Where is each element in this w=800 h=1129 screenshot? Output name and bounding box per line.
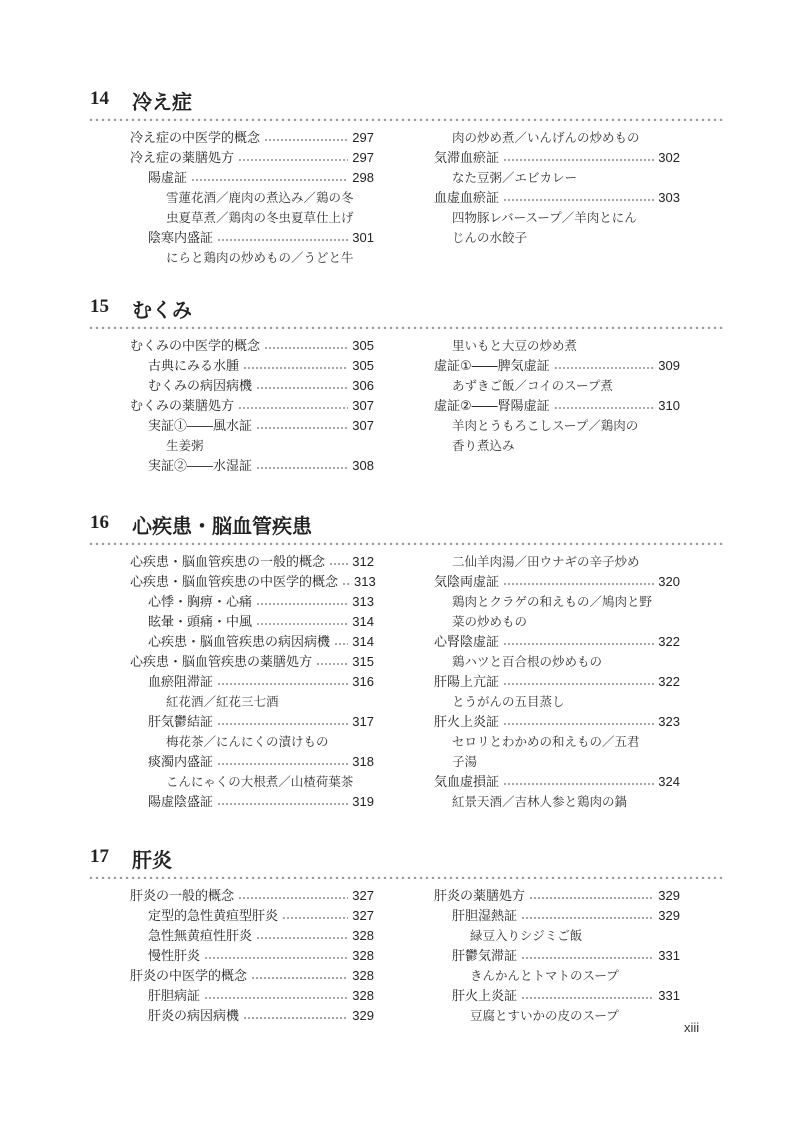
entry-page: 315: [352, 654, 374, 669]
entry-page: 306: [352, 378, 374, 393]
entry-title: 気血虚損証: [434, 775, 500, 790]
entry-page: 329: [658, 908, 680, 923]
toc-entry[interactable]: [130, 168, 374, 188]
entry-title: むくみの病因病機: [148, 379, 253, 394]
toc-section: [88, 846, 724, 1024]
entry-title: 古典にみる水腫: [148, 359, 240, 374]
toc-entry[interactable]: [130, 148, 374, 168]
toc-section: [88, 296, 724, 474]
entry-title: 冷え症の薬膳処方: [130, 151, 235, 166]
recipe-line: 四物豚レバースープ／羊肉とにん: [452, 210, 637, 225]
entry-title: 心腎陰虚証: [434, 635, 500, 650]
recipe-line: 梅花茶／にんにくの漬けもの: [166, 734, 329, 749]
dot-leader: [503, 152, 654, 162]
entry-page: 320: [658, 574, 680, 589]
toc-entry[interactable]: [130, 886, 374, 906]
toc-section: [88, 88, 724, 265]
entry-title: 陽虚陰盛証: [148, 795, 214, 810]
dot-leader: [554, 400, 655, 410]
recipe-line: 紅花酒／紅花三七酒: [166, 694, 279, 709]
entry-page: 328: [352, 968, 374, 983]
toc-entry[interactable]: [130, 416, 374, 436]
dot-leader: [256, 380, 348, 390]
right-column: [434, 552, 680, 812]
entry-page: 312: [352, 554, 374, 569]
dot-leader: [256, 596, 348, 606]
dot-leader: [554, 360, 655, 370]
section-dotted-rule: [88, 118, 724, 121]
entry-page: 301: [352, 230, 374, 245]
entry-title: 血瘀阻滞証: [148, 675, 214, 690]
recipe-line: なた豆粥／エビカレー: [452, 170, 578, 185]
entry-page: 322: [658, 634, 680, 649]
entry-title: 肝胆病証: [148, 989, 201, 1004]
entry-title: 肝炎の病因病機: [148, 1009, 240, 1024]
entry-title: 肝胆湿熱証: [452, 909, 518, 924]
section-title: 心疾患・脳血管疾患: [132, 514, 312, 538]
entry-page: 313: [354, 574, 376, 589]
toc-entry[interactable]: [434, 672, 680, 692]
section-header: [88, 296, 724, 326]
dot-leader: [243, 1010, 348, 1020]
dot-leader: [217, 232, 348, 242]
dot-leader: [503, 716, 654, 726]
entry-title: 肝火上炎証: [434, 715, 500, 730]
entry-page: 303: [658, 190, 680, 205]
dot-leader: [316, 656, 348, 666]
dot-leader: [238, 152, 348, 162]
entry-title: 肝炎の中医学的概念: [130, 969, 248, 984]
toc-entry[interactable]: [434, 188, 680, 208]
toc-entry[interactable]: [130, 1006, 374, 1026]
toc-entry[interactable]: [434, 906, 680, 926]
entry-page: 328: [352, 988, 374, 1003]
dot-leader: [217, 676, 348, 686]
recipe-line: 二仙羊肉湯／田ウナギの辛子炒め: [452, 554, 640, 569]
entry-title: 心悸・胸痹・心痛: [148, 595, 253, 610]
section-number: 14: [90, 88, 109, 109]
entry-title: 肝炎の薬膳処方: [434, 889, 526, 904]
entry-page: 322: [658, 674, 680, 689]
section-number: 15: [90, 296, 109, 317]
entry-page: 318: [352, 754, 374, 769]
toc-entry[interactable]: [434, 356, 680, 376]
dot-leader: [217, 716, 348, 726]
toc-entry[interactable]: [130, 572, 374, 592]
entry-page: 327: [352, 888, 374, 903]
dot-leader: [256, 460, 348, 470]
dot-leader: [334, 636, 348, 646]
dot-leader: [521, 910, 654, 920]
entry-title: 血虚血瘀証: [434, 191, 500, 206]
entry-page: 309: [658, 358, 680, 373]
toc-entry[interactable]: [434, 572, 680, 592]
dot-leader: [503, 576, 654, 586]
dot-leader: [256, 930, 348, 940]
entry-title: 虚証①――脾気虚証: [434, 359, 550, 374]
entry-title: 実証②――水湿証: [148, 459, 253, 474]
section-header: [88, 88, 724, 118]
section-dotted-rule: [88, 542, 724, 545]
entry-title: 急性無黄疸性肝炎: [148, 929, 253, 944]
recipe-line: にらと鶏肉の炒めもの／うどと牛: [166, 250, 354, 265]
right-column: [434, 886, 680, 1026]
dot-leader: [256, 420, 348, 430]
entry-title: 冷え症の中医学的概念: [130, 131, 261, 146]
entry-page: 319: [352, 794, 374, 809]
entry-title: 気滞血瘀証: [434, 151, 500, 166]
toc-entry[interactable]: [130, 376, 374, 396]
toc-entry[interactable]: [130, 712, 374, 732]
toc-section: [88, 512, 724, 810]
entry-page: 327: [352, 908, 374, 923]
dot-leader: [204, 950, 348, 960]
entry-title: 肝陽上亢証: [434, 675, 500, 690]
entry-page: 316: [352, 674, 374, 689]
entry-title: 心疾患・脳血管疾患の薬膳処方: [130, 655, 313, 670]
entry-page: 314: [352, 614, 374, 629]
toc-entry[interactable]: [130, 792, 374, 812]
recipe-line: 鶏ハツと百合根の炒めもの: [452, 654, 603, 669]
recipe-line: 生姜粥: [166, 438, 204, 453]
recipe-line: 香り煮込み: [452, 438, 515, 453]
recipe-line: あずきご飯／コイのスープ煮: [452, 378, 613, 393]
entry-page: 298: [352, 170, 374, 185]
recipe-line: 菜の炒めもの: [452, 614, 528, 629]
section-number: 17: [90, 846, 109, 867]
entry-page: 307: [352, 418, 374, 433]
dot-leader: [264, 340, 348, 350]
entry-page: 328: [352, 948, 374, 963]
toc-entry[interactable]: [130, 128, 374, 148]
entry-page: 331: [658, 948, 680, 963]
entry-title: 肝炎の一般的概念: [130, 889, 235, 904]
recipe-line: 豆腐とすいかの皮のスープ: [470, 1008, 619, 1023]
recipe-line: 雪蓮花酒／鹿肉の煮込み／鶏の冬: [166, 190, 354, 205]
entry-page: 305: [352, 338, 374, 353]
entry-title: 肝鬱気滞証: [452, 949, 518, 964]
entry-page: 324: [658, 774, 680, 789]
toc-entry[interactable]: [130, 456, 374, 476]
recipe-line: 里いもと大豆の炒め煮: [452, 338, 578, 353]
entry-page: 297: [352, 130, 374, 145]
toc-entry[interactable]: [434, 148, 680, 168]
toc-entry[interactable]: [130, 552, 374, 572]
recipe-line: セロリとわかめの和えもの／五君: [452, 734, 640, 749]
entry-page: 329: [658, 888, 680, 903]
toc-entry[interactable]: [130, 356, 374, 376]
right-column: [434, 336, 680, 456]
toc-entry[interactable]: [130, 228, 374, 248]
toc-entry[interactable]: [434, 396, 680, 416]
entry-page: 307: [352, 398, 374, 413]
entry-title: 慢性肝炎: [148, 949, 201, 964]
recipe-line: 羊肉とうもろこしスープ／鶏肉の: [452, 418, 639, 433]
toc-entry[interactable]: [434, 886, 680, 906]
toc-entry[interactable]: [130, 926, 374, 946]
section-header: [88, 846, 724, 876]
left-column: [130, 128, 374, 268]
toc-entry[interactable]: [130, 396, 374, 416]
dot-leader: [329, 556, 348, 566]
entry-page: 310: [658, 398, 680, 413]
section-title: 肝炎: [132, 848, 172, 872]
entry-title: 虚証②――腎陽虚証: [434, 399, 550, 414]
entry-title: 眩暈・頭痛・中風: [148, 615, 253, 630]
toc-entry[interactable]: [434, 946, 680, 966]
toc-entry[interactable]: [130, 336, 374, 356]
dot-leader: [503, 676, 654, 686]
section-dotted-rule: [88, 326, 724, 329]
section-title: むくみ: [132, 298, 192, 322]
recipe-line: 肉の炒め煮／いんげんの炒めもの: [452, 130, 640, 145]
left-column: [130, 552, 374, 812]
entry-page: 323: [658, 714, 680, 729]
entry-page: 331: [658, 988, 680, 1003]
entry-page: 305: [352, 358, 374, 373]
toc-entry[interactable]: [130, 652, 374, 672]
dot-leader: [529, 890, 654, 900]
page-number: xiii: [684, 1020, 700, 1035]
entry-title: 肝気鬱結証: [148, 715, 214, 730]
recipe-line: こんにゃくの大根煮／山楂荷葉茶: [166, 774, 354, 789]
dot-leader: [191, 172, 348, 182]
dot-leader: [521, 950, 654, 960]
section-number: 16: [90, 512, 109, 533]
recipe-line: 虫夏草煮／鶏肉の冬虫夏草仕上げ: [166, 210, 354, 225]
dot-leader: [521, 990, 654, 1000]
recipe-line: 紅景天酒／吉林人参と鶏肉の鍋: [452, 794, 628, 809]
dot-leader: [251, 970, 348, 980]
toc-entry[interactable]: [434, 986, 680, 1006]
entry-page: 302: [658, 150, 680, 165]
recipe-line: 緑豆入りシジミご飯: [470, 928, 583, 943]
entry-page: 317: [352, 714, 374, 729]
dot-leader: [264, 132, 348, 142]
entry-title: 定型的急性黄疸型肝炎: [148, 909, 279, 924]
left-column: [130, 336, 374, 476]
dot-leader: [256, 616, 348, 626]
recipe-line: 鶏肉とクラゲの和えもの／鳩肉と野: [452, 594, 653, 609]
dot-leader: [503, 636, 654, 646]
dot-leader: [238, 400, 348, 410]
recipe-line: きんかんとトマトのスープ: [470, 968, 619, 983]
entry-title: むくみの薬膳処方: [130, 399, 235, 414]
entry-title: 実証①――風水証: [148, 419, 253, 434]
section-dotted-rule: [88, 876, 724, 879]
toc-entry[interactable]: [130, 592, 374, 612]
entry-page: 328: [352, 928, 374, 943]
entry-title: 気陰両虚証: [434, 575, 500, 590]
entry-page: 329: [352, 1008, 374, 1023]
entry-title: 心疾患・脳血管疾患の病因病機: [148, 635, 331, 650]
entry-title: 陰寒内盛証: [148, 231, 214, 246]
dot-leader: [217, 756, 348, 766]
section-title: 冷え症: [132, 90, 192, 114]
recipe-line: じんの水餃子: [452, 230, 528, 245]
toc-entry[interactable]: [130, 906, 374, 926]
recipe-line: 子湯: [452, 754, 478, 769]
entry-page: 297: [352, 150, 374, 165]
entry-title: 痰濁内盛証: [148, 755, 214, 770]
dot-leader: [217, 796, 348, 806]
dot-leader: [238, 890, 348, 900]
toc-entry[interactable]: [130, 752, 374, 772]
toc-entry[interactable]: [130, 986, 374, 1006]
left-column: [130, 886, 374, 1026]
dot-leader: [342, 576, 350, 586]
entry-page: 313: [352, 594, 374, 609]
entry-title: 心疾患・脳血管疾患の中医学的概念: [130, 575, 339, 590]
entry-title: 肝火上炎証: [452, 989, 518, 1004]
toc-entry[interactable]: [130, 966, 374, 986]
recipe-line: とうがんの五目蒸し: [452, 694, 565, 709]
toc-entry[interactable]: [434, 632, 680, 652]
right-column: [434, 128, 680, 248]
section-header: [88, 512, 724, 542]
entry-page: 314: [352, 634, 374, 649]
toc-entry[interactable]: [130, 632, 374, 652]
toc-entry[interactable]: [130, 946, 374, 966]
entry-title: むくみの中医学的概念: [130, 339, 261, 354]
toc-entry[interactable]: [130, 612, 374, 632]
toc-entry[interactable]: [130, 672, 374, 692]
dot-leader: [503, 776, 654, 786]
entry-title: 心疾患・脳血管疾患の一般的概念: [130, 555, 326, 570]
dot-leader: [503, 192, 654, 202]
dot-leader: [243, 360, 348, 370]
toc-entry[interactable]: [434, 772, 680, 792]
toc-entry[interactable]: [434, 712, 680, 732]
dot-leader: [282, 910, 348, 920]
dot-leader: [204, 990, 348, 1000]
entry-page: 308: [352, 458, 374, 473]
entry-title: 陽虚証: [148, 171, 188, 186]
